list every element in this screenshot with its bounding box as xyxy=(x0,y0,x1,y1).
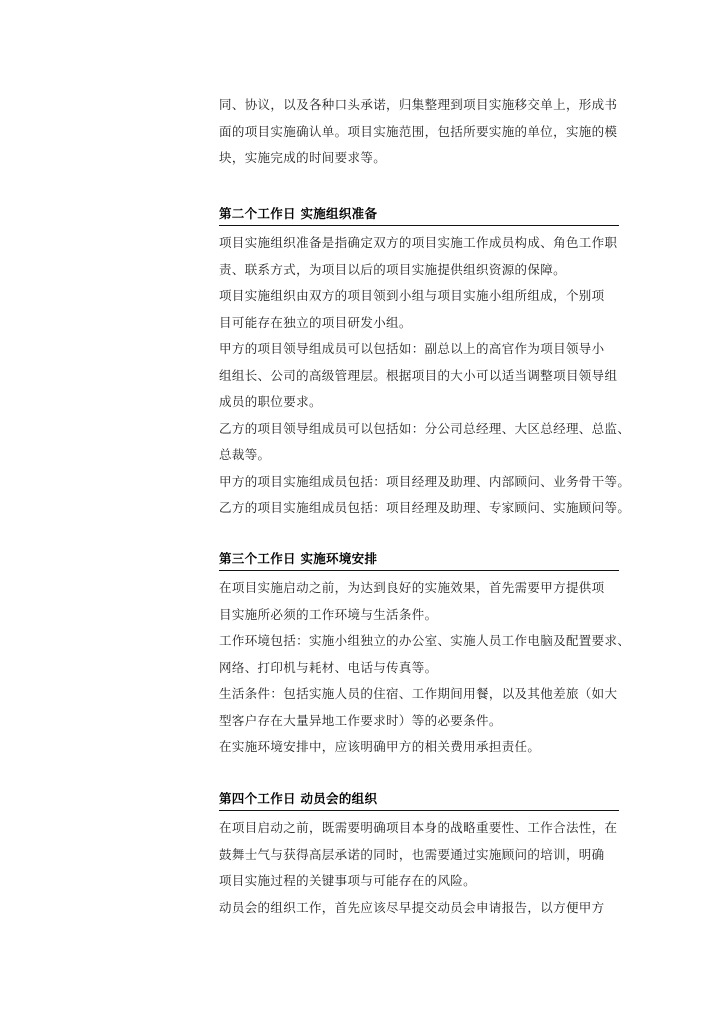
text-line: 项目实施组织由双方的项目领到小组与项目实施小组所组成，个别项 xyxy=(219,288,605,303)
text-line: 目实施所必须的工作环境与生活条件。 xyxy=(219,606,438,622)
text-line: 乙方的项目实施组成员包括：项目经理及助理、专家顾问、实施顾问等。 xyxy=(219,500,631,515)
text-line: 组组长、公司的高级管理层。根据项目的大小可以适当调整项目领导组 xyxy=(219,367,618,383)
text-line: 网络、打印机与耗材、电话与传真等。 xyxy=(219,659,438,675)
text-line: 目可能存在独立的项目研发小组。 xyxy=(219,314,412,330)
section-day-4 xyxy=(219,788,619,921)
text-line: 甲方的项目实施组成员包括：项目经理及助理、内部顾问、业务骨干等。 xyxy=(219,473,631,489)
text-line: 面的项目实施确认单。项目实施范围，包括所要实施的单位，实施的模 xyxy=(219,123,618,139)
text-line: 在项目启动之前，既需要明确项目本身的战略重要性、工作合法性，在 xyxy=(219,820,618,835)
section-day-2 xyxy=(219,203,631,522)
text-line: 项目实施过程的关键事项与可能存在的风险。 xyxy=(219,873,477,888)
section-day-3 xyxy=(219,548,631,761)
text-line: 总裁等。 xyxy=(219,447,271,462)
text-line: 责、联系方式，为项目以后的项目实施提供组织资源的保障。 xyxy=(219,261,566,277)
section-heading: 第三个工作日 实施环境安排 xyxy=(219,548,619,571)
intro-paragraph xyxy=(219,92,619,172)
text-line: 在项目实施启动之前，为达到良好的实施效果，首先需要甲方提供项 xyxy=(219,580,605,595)
text-line: 生活条件：包括实施人员的住宿、工作期间用餐，以及其他差旅（如大 xyxy=(219,686,618,701)
text-line: 动员会的组织工作，首先应该尽早提交动员会申请报告，以方便甲方 xyxy=(219,899,605,915)
text-line: 项目实施组织准备是指确定双方的项目实施工作成员构成、角色工作职 xyxy=(219,235,618,250)
text-line: 鼓舞士气与获得高层承诺的同时，也需要通过实施顾问的培训，明确 xyxy=(219,846,605,862)
text-line: 工作环境包括：实施小组独立的办公室、实施人员工作电脑及配置要求、 xyxy=(219,633,631,648)
text-line: 成员的职位要求。 xyxy=(219,394,322,409)
text-line: 乙方的项目领导组成员可以包括如：分公司总经理、大区总经理、总监、 xyxy=(219,420,631,436)
text-line: 同、协议，以及各种口头承诺，归集整理到项目实施移交单上，形成书 xyxy=(219,97,618,112)
text-line: 在实施环境安排中，应该明确甲方的相关费用承担责任。 xyxy=(219,739,541,754)
text-line: 甲方的项目领导组成员可以包括如：副总以上的高官作为项目领导小 xyxy=(219,341,605,356)
text-line: 块，实施完成的时间要求等。 xyxy=(219,150,387,165)
section-heading: 第二个工作日 实施组织准备 xyxy=(219,203,619,226)
section-heading: 第四个工作日 动员会的组织 xyxy=(219,788,619,811)
text-line: 型客户存在大量异地工作要求时）等的必要条件。 xyxy=(219,712,502,728)
